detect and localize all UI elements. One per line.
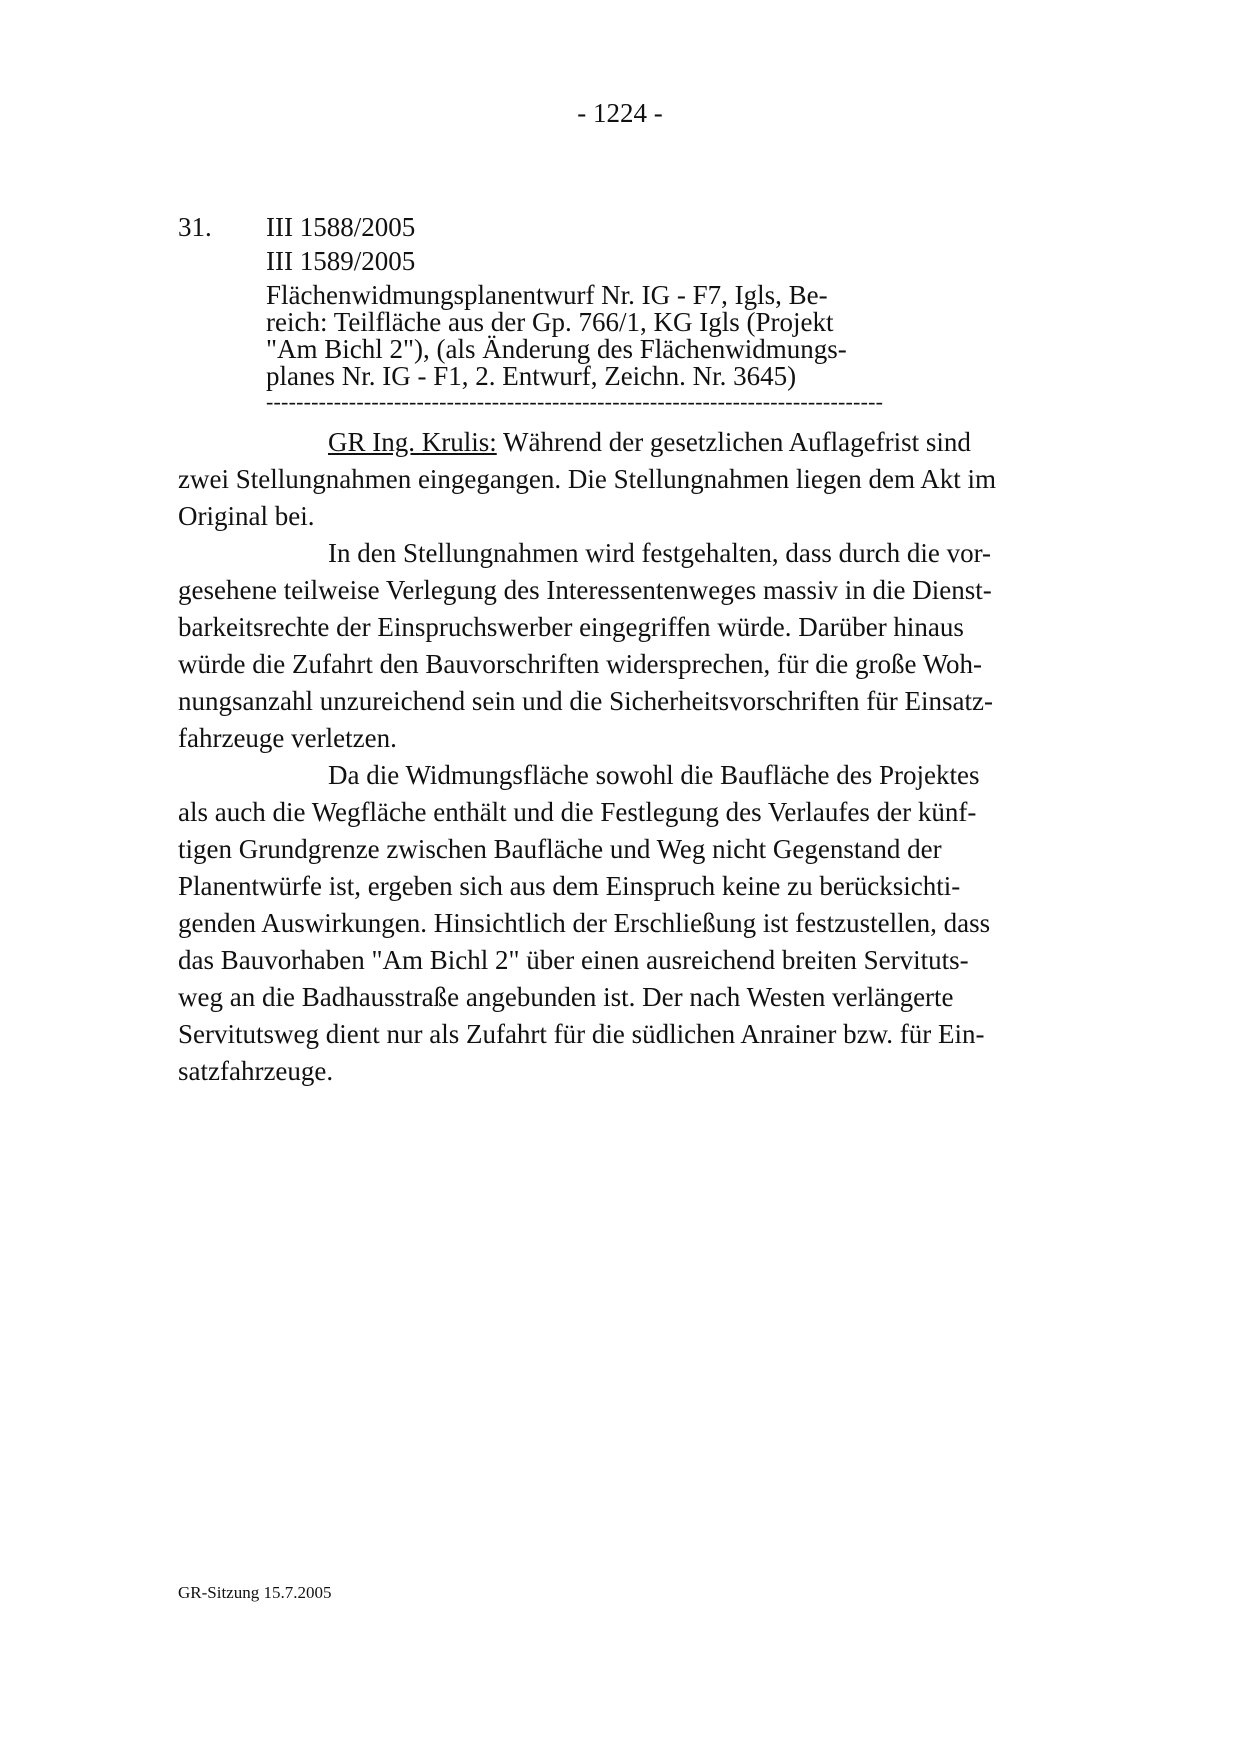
paragraph-text: Während der gesetzlichen Auflagefrist sind (496, 427, 971, 457)
subject-line: planes Nr. IG - F1, 2. Entwurf, Zeichn. Nr. 3645) (266, 361, 797, 391)
body-line: Original bei. (178, 501, 315, 531)
subject-line: "Am Bichl 2"), (als Änderung des Flächenwidmungs- (266, 334, 847, 364)
body-line: als auch die Wegfläche enthält und die Festlegung des Verlaufes der künf- (178, 797, 977, 827)
speaker-name: GR Ing. Krulis: (328, 427, 497, 457)
body-line: barkeitsrechte der Einspruchswerber eingegriffen würde. Darüber hinaus (178, 612, 964, 642)
subject-line: Flächenwidmungsplanentwurf Nr. IG - F7, Igls, Be- (266, 280, 828, 310)
reference-line: III 1589/2005 (266, 246, 416, 276)
subject-line: reich: Teilfläche aus der Gp. 766/1, KG Igls (Projekt (266, 307, 834, 337)
body-line: fahrzeuge verletzen. (178, 723, 397, 753)
body-line (178, 424, 1078, 461)
body-line: Planentwürfe ist, ergeben sich aus dem Einspruch keine zu berücksichti- (178, 871, 961, 901)
reference-line: III 1588/2005 (266, 212, 416, 242)
body-line: Da die Widmungsfläche sowohl die Baufläche des Projektes (328, 760, 980, 790)
body-line: genden Auswirkungen. Hinsichtlich der Erschließung ist festzustellen, dass (178, 908, 991, 938)
body-line: Servitutsweg dient nur als Zufahrt für die südlichen Anrainer bzw. für Ein- (178, 1019, 985, 1049)
item-number: 31. (178, 212, 212, 242)
body-line: nungsanzahl unzureichend sein und die Sicherheitsvorschriften für Einsatz- (178, 686, 993, 716)
body-line: gesehene teilweise Verlegung des Interessentenweges massiv in die Dienst- (178, 575, 992, 605)
body-line: satzfahrzeuge. (178, 1056, 334, 1086)
footer-session-date: GR-Sitzung 15.7.2005 (178, 1583, 332, 1602)
page-number: - 1224 - (577, 98, 663, 128)
reference-block (266, 210, 415, 278)
body-line: würde die Zufahrt den Bauvorschriften widersprechen, für die große Woh- (178, 649, 983, 679)
body-line: zwei Stellungnahmen eingegangen. Die Stellungnahmen liegen dem Akt im (178, 464, 997, 494)
item-subject (266, 282, 926, 412)
body-line: tigen Grundgrenze zwischen Baufläche und Weg nicht Gegenstand der (178, 834, 942, 864)
separator-line: ---------------------------------------------------------------------------------- (266, 392, 884, 412)
body-line: das Bauvorhaben "Am Bichl 2" über einen ausreichend breiten Servituts- (178, 945, 969, 975)
body-line: In den Stellungnahmen wird festgehalten, dass durch die vor- (328, 538, 992, 568)
body-line: weg an die Badhausstraße angebunden ist. Der nach Westen verlängerte (178, 982, 954, 1012)
body-text (178, 424, 1078, 1090)
